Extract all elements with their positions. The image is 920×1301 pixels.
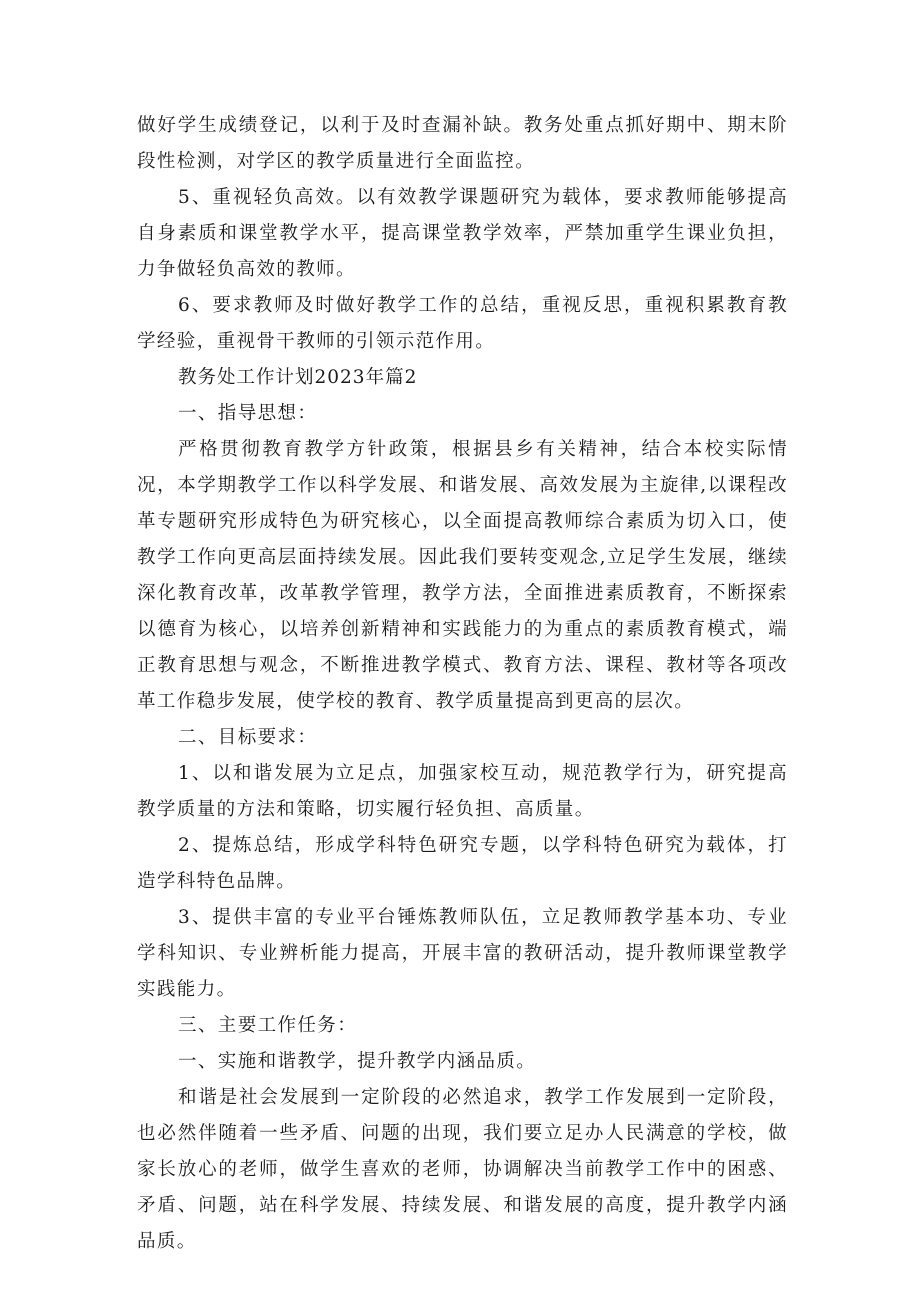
paragraph-goal-3: 3、提供丰富的专业平台锤炼教师队伍，立足教师教学基本功、专业学科知识、专业辨析能力提高，开展丰富的教研活动，提升教师课堂教学实践能力。 <box>137 907 788 1000</box>
paragraph-guiding-thought: 严格贯彻教育教学方针政策，根据县乡有关精神，结合本校实际情况，本学期教学工作以科学发展、和谐发展、高效发展为主旋律,以课程改革专题研究形成特色为研究核心，以全面提高教师综合素质为切入口，使教学工作向更高层面持续发展。因此我们要转变观念,立足学生发展，继续深化教育改革，改革教学管理，教学方法，全面推进素质教育，不断探索以德育为核心，以培养创新精神和实践能力的为重点的素质教育模式，端正教育思想与观念，不断推进教学模式、教育方法、课程、教材等各项改革工作稳步发展，使学校的教育、教学质量提高到更高的层次。 <box>137 439 788 712</box>
paragraph-task-1: 和谐是社会发展到一定阶段的必然追求，教学工作发展到一定阶段，也必然伴随着一些矛盾、问题的出现，我们要立足办人民满意的学校，做家长放心的老师，做学生喜欢的老师，协调解决当前教学工作中的困惑、矛盾、问题，站在科学发展、持续发展、和谐发展的高度，提升教学内涵品质。 <box>137 1087 788 1252</box>
heading-main-tasks: 三、主要工作任务： <box>178 1015 358 1036</box>
paragraph-item-5: 5、重视轻负高效。以有效教学课题研究为载体，要求教师能够提高自身素质和课堂教学水平，提高课堂教学效率，严禁加重学生课业负担，力争做轻负高效的教师。 <box>137 187 788 280</box>
heading-task-1: 一、实施和谐教学，提升教学内涵品质。 <box>178 1051 537 1072</box>
heading-goals: 二、目标要求： <box>178 727 318 748</box>
heading-guiding-thought: 一、指导思想： <box>178 403 318 424</box>
paragraph-item-6: 6、要求教师及时做好教学工作的总结，重视反思，重视积累教育教学经验，重视骨干教师的引领示范作用。 <box>137 295 788 352</box>
paragraph-goal-2: 2、提炼总结，形成学科特色研究专题，以学科特色研究为载体，打造学科特色品牌。 <box>137 835 788 892</box>
section-title: 教务处工作计划2023年篇2 <box>178 367 418 388</box>
paragraph-continuation: 做好学生成绩登记，以利于及时查漏补缺。教务处重点抓好期中、期末阶段性检测，对学区的教学质量进行全面监控。 <box>137 115 788 172</box>
paragraph-goal-1: 1、以和谐发展为立足点，加强家校互动，规范教学行为，研究提高教学质量的方法和策略，切实履行轻负担、高质量。 <box>137 763 788 820</box>
